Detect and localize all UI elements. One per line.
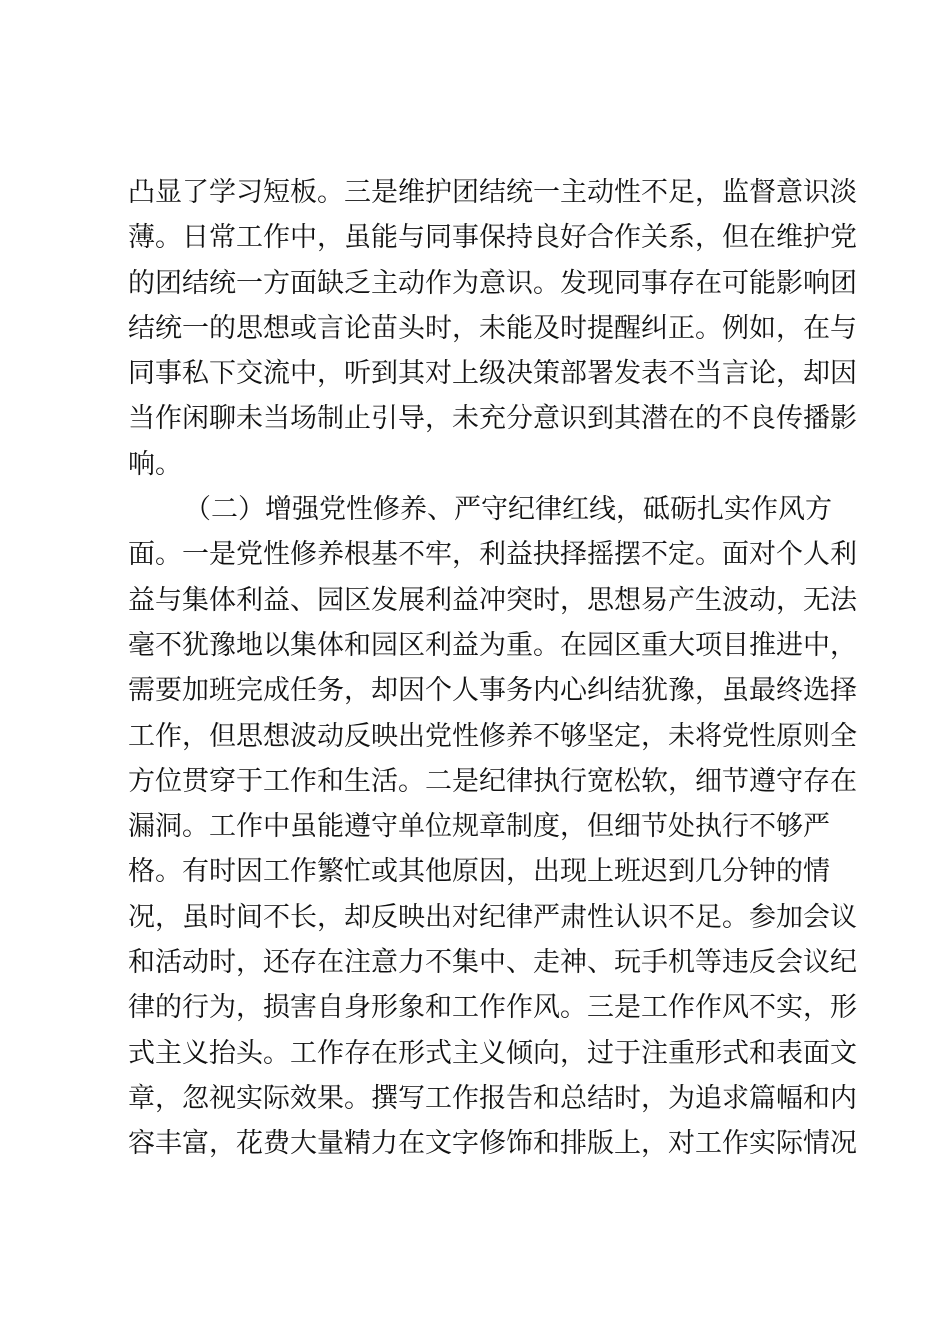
text-line: 章，忽视实际效果。撰写工作报告和总结时，为追求篇幅和内 <box>128 1082 857 1114</box>
text-line: 况，虽时间不长，却反映出对纪律严肃性认识不足。参加会议 <box>128 901 857 933</box>
paragraph-2 <box>128 487 857 1166</box>
text-line: 需要加班完成任务，却因个人事务内心纠结犹豫，虽最终选择 <box>128 675 857 707</box>
paragraph-1 <box>128 170 857 487</box>
text-line: 当作闲聊未当场制止引导，未充分意识到其潜在的不良传播影 <box>128 403 857 435</box>
text-line: 式主义抬头。工作存在形式主义倾向，过于注重形式和表面文 <box>128 1037 857 1069</box>
text-line: 益与集体利益、园区发展利益冲突时，思想易产生波动，无法 <box>128 584 857 616</box>
text-line: 的团结统一方面缺乏主动作为意识。发现同事存在可能影响团 <box>128 267 857 299</box>
text-line: 响。 <box>128 448 182 480</box>
text-line: 律的行为，损害自身形象和工作作风。三是工作作风不实，形 <box>128 992 857 1024</box>
text-line: 工作，但思想波动反映出党性修养不够坚定，未将党性原则全 <box>128 720 857 752</box>
text-line: 容丰富，花费大量精力在文字修饰和排版上，对工作实际情况 <box>128 1128 857 1160</box>
text-line: 结统一的思想或言论苗头时，未能及时提醒纠正。例如，在与 <box>128 312 857 344</box>
text-line: 面。一是党性修养根基不牢，利益抉择摇摆不定。面对个人利 <box>128 539 857 571</box>
text-line: 和活动时，还存在注意力不集中、走神、玩手机等违反会议纪 <box>128 947 857 979</box>
text-line: 薄。日常工作中，虽能与同事保持良好合作关系，但在维护党 <box>128 222 857 254</box>
text-line: 格。有时因工作繁忙或其他原因，出现上班迟到几分钟的情 <box>128 856 830 888</box>
text-line: 漏洞。工作中虽能遵守单位规章制度，但细节处执行不够严 <box>128 811 830 843</box>
document-body <box>128 170 857 1167</box>
text-line: 凸显了学习短板。三是维护团结统一主动性不足，监督意识淡 <box>128 177 857 208</box>
text-line: 同事私下交流中，听到其对上级决策部署发表不当言论，却因 <box>128 358 857 390</box>
section-heading-line: （二）增强党性修养、严守纪律红线，砥砺扎实作风方 <box>184 494 832 526</box>
text-line: 毫不犹豫地以集体和园区利益为重。在园区重大项目推进中， <box>128 629 857 661</box>
text-line: 方位贯穿于工作和生活。二是纪律执行宽松软，细节遵守存在 <box>128 765 857 797</box>
